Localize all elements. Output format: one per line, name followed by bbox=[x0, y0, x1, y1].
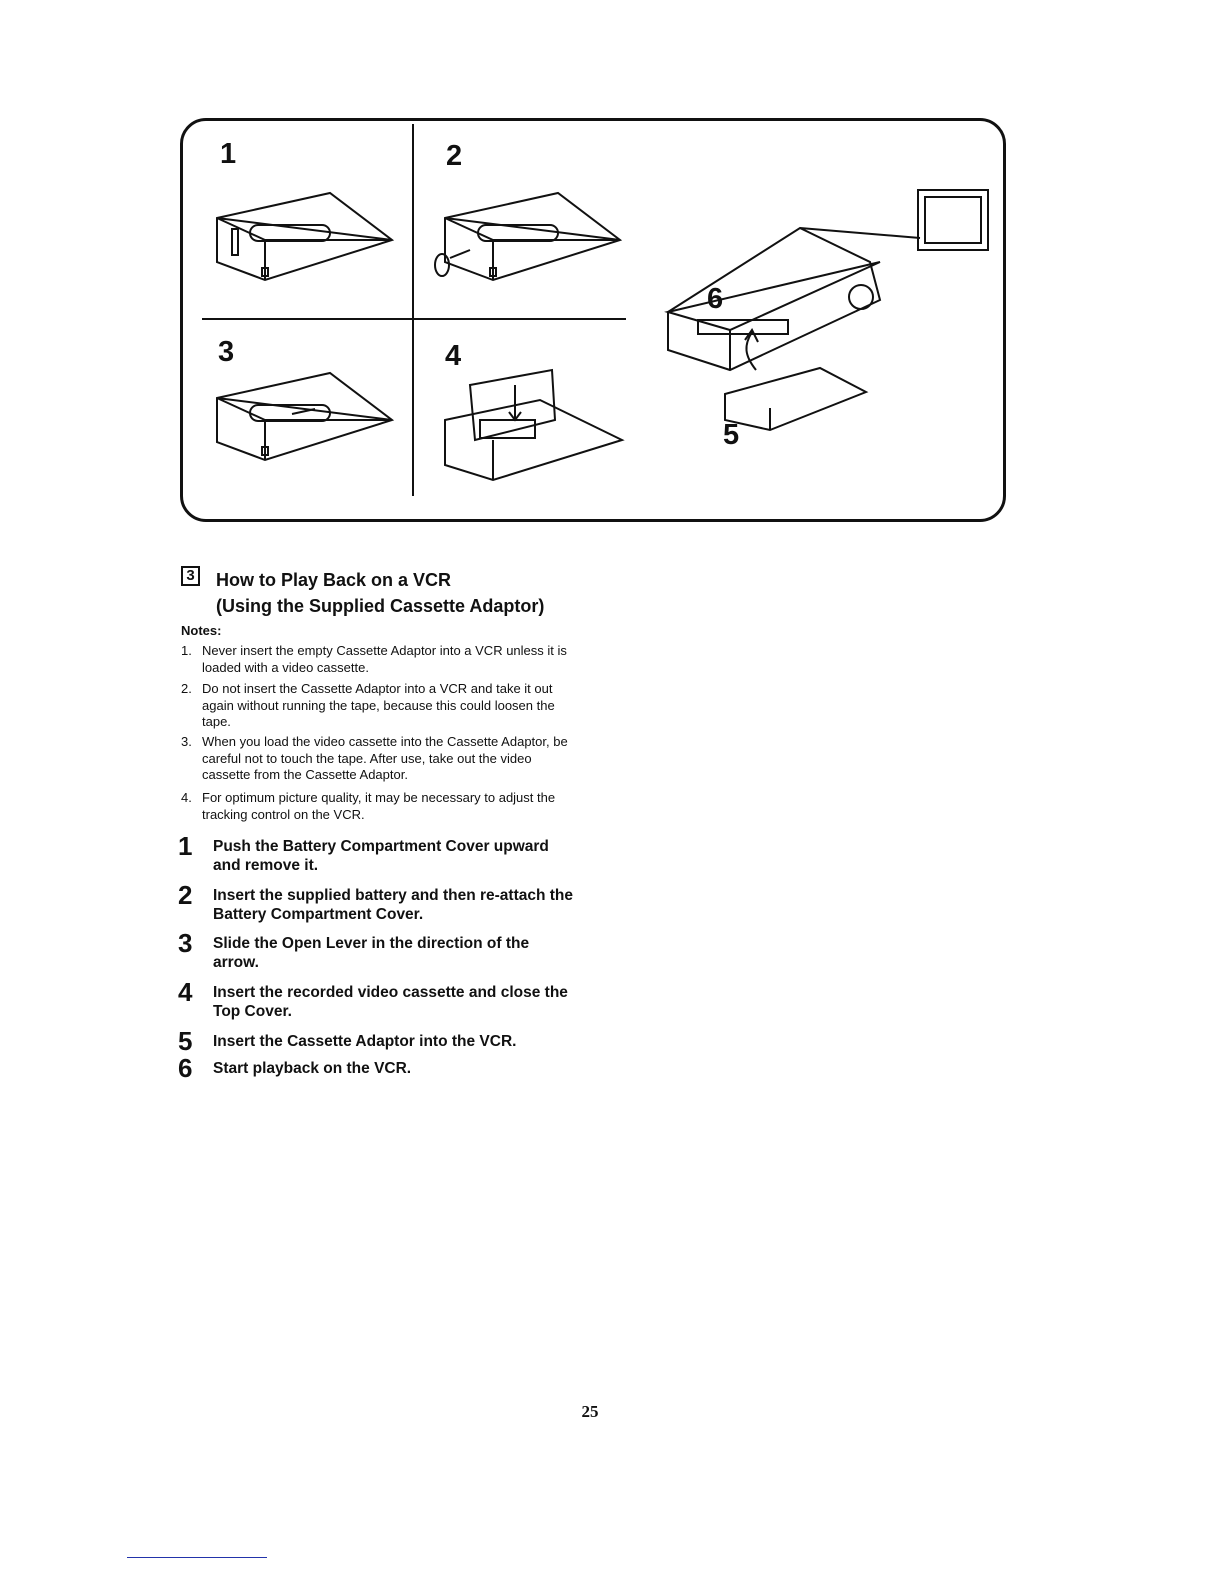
section-number-box: 3 bbox=[181, 566, 200, 586]
step-number: 6 bbox=[178, 1053, 193, 1083]
note-number: 1. bbox=[181, 643, 192, 658]
cassette-adaptor-drawing-2 bbox=[435, 193, 620, 280]
step-number: 4 bbox=[178, 977, 193, 1007]
step-text: Slide the Open Lever in the direction of the arrow. bbox=[213, 935, 530, 971]
note-item bbox=[181, 681, 571, 731]
step-number: 3 bbox=[178, 928, 193, 958]
panel-number-4: 4 bbox=[445, 340, 462, 372]
note-number: 2. bbox=[181, 681, 192, 696]
notes-title: Notes: bbox=[181, 623, 222, 638]
panel-number-3: 3 bbox=[218, 336, 235, 368]
step-item bbox=[178, 1053, 578, 1083]
step-item bbox=[178, 977, 578, 1021]
section-title-line1: How to Play Back on a VCR bbox=[216, 570, 452, 590]
page-number: 25 bbox=[581, 1402, 599, 1421]
note-number: 4. bbox=[181, 790, 192, 805]
note-text: For optimum picture quality, it may be necessary to adjust the tracking control on the VCR. bbox=[202, 790, 556, 822]
panel-number-2: 2 bbox=[446, 140, 463, 172]
step-text: Insert the recorded video cassette and close the Top Cover. bbox=[213, 984, 568, 1020]
cassette-adaptor-drawing-3 bbox=[217, 373, 392, 460]
bottom-rule bbox=[127, 1557, 267, 1558]
step-item bbox=[178, 928, 578, 972]
step-item bbox=[178, 1026, 578, 1056]
note-text: When you load the video cassette into the Cassette Adaptor, be careful not to touch the tape. After use, take out the video cassette from the Cassette Adaptor. bbox=[202, 734, 568, 782]
note-item bbox=[181, 734, 571, 784]
step-text: Insert the Cassette Adaptor into the VCR. bbox=[213, 1033, 517, 1050]
panel-number-6: 6 bbox=[707, 283, 724, 315]
cassette-adaptor-drawing-4 bbox=[445, 370, 622, 480]
note-item bbox=[181, 643, 571, 676]
section-title-line2: (Using the Supplied Cassette Adaptor) bbox=[216, 596, 545, 616]
step-text: Insert the supplied battery and then re-attach the Battery Compartment Cover. bbox=[213, 887, 574, 923]
illustration bbox=[0, 0, 1224, 560]
step-item bbox=[178, 831, 578, 875]
note-text: Do not insert the Cassette Adaptor into a VCR and take it out again without running the tape, because this could loosen the tape. bbox=[202, 681, 555, 729]
step-item bbox=[178, 880, 578, 924]
step-number: 5 bbox=[178, 1026, 193, 1056]
note-item bbox=[181, 790, 571, 823]
cassette-adaptor-drawing-1 bbox=[217, 193, 392, 280]
step-number: 2 bbox=[178, 880, 193, 910]
panel-number-1: 1 bbox=[220, 138, 237, 170]
note-number: 3. bbox=[181, 734, 192, 749]
note-text: Never insert the empty Cassette Adaptor into a VCR unless it is loaded with a video cassette. bbox=[202, 643, 567, 675]
panel-number-5: 5 bbox=[723, 419, 740, 451]
step-number: 1 bbox=[178, 831, 193, 861]
step-text: Start playback on the VCR. bbox=[213, 1060, 412, 1077]
step-text: Push the Battery Compartment Cover upward and remove it. bbox=[213, 838, 549, 874]
